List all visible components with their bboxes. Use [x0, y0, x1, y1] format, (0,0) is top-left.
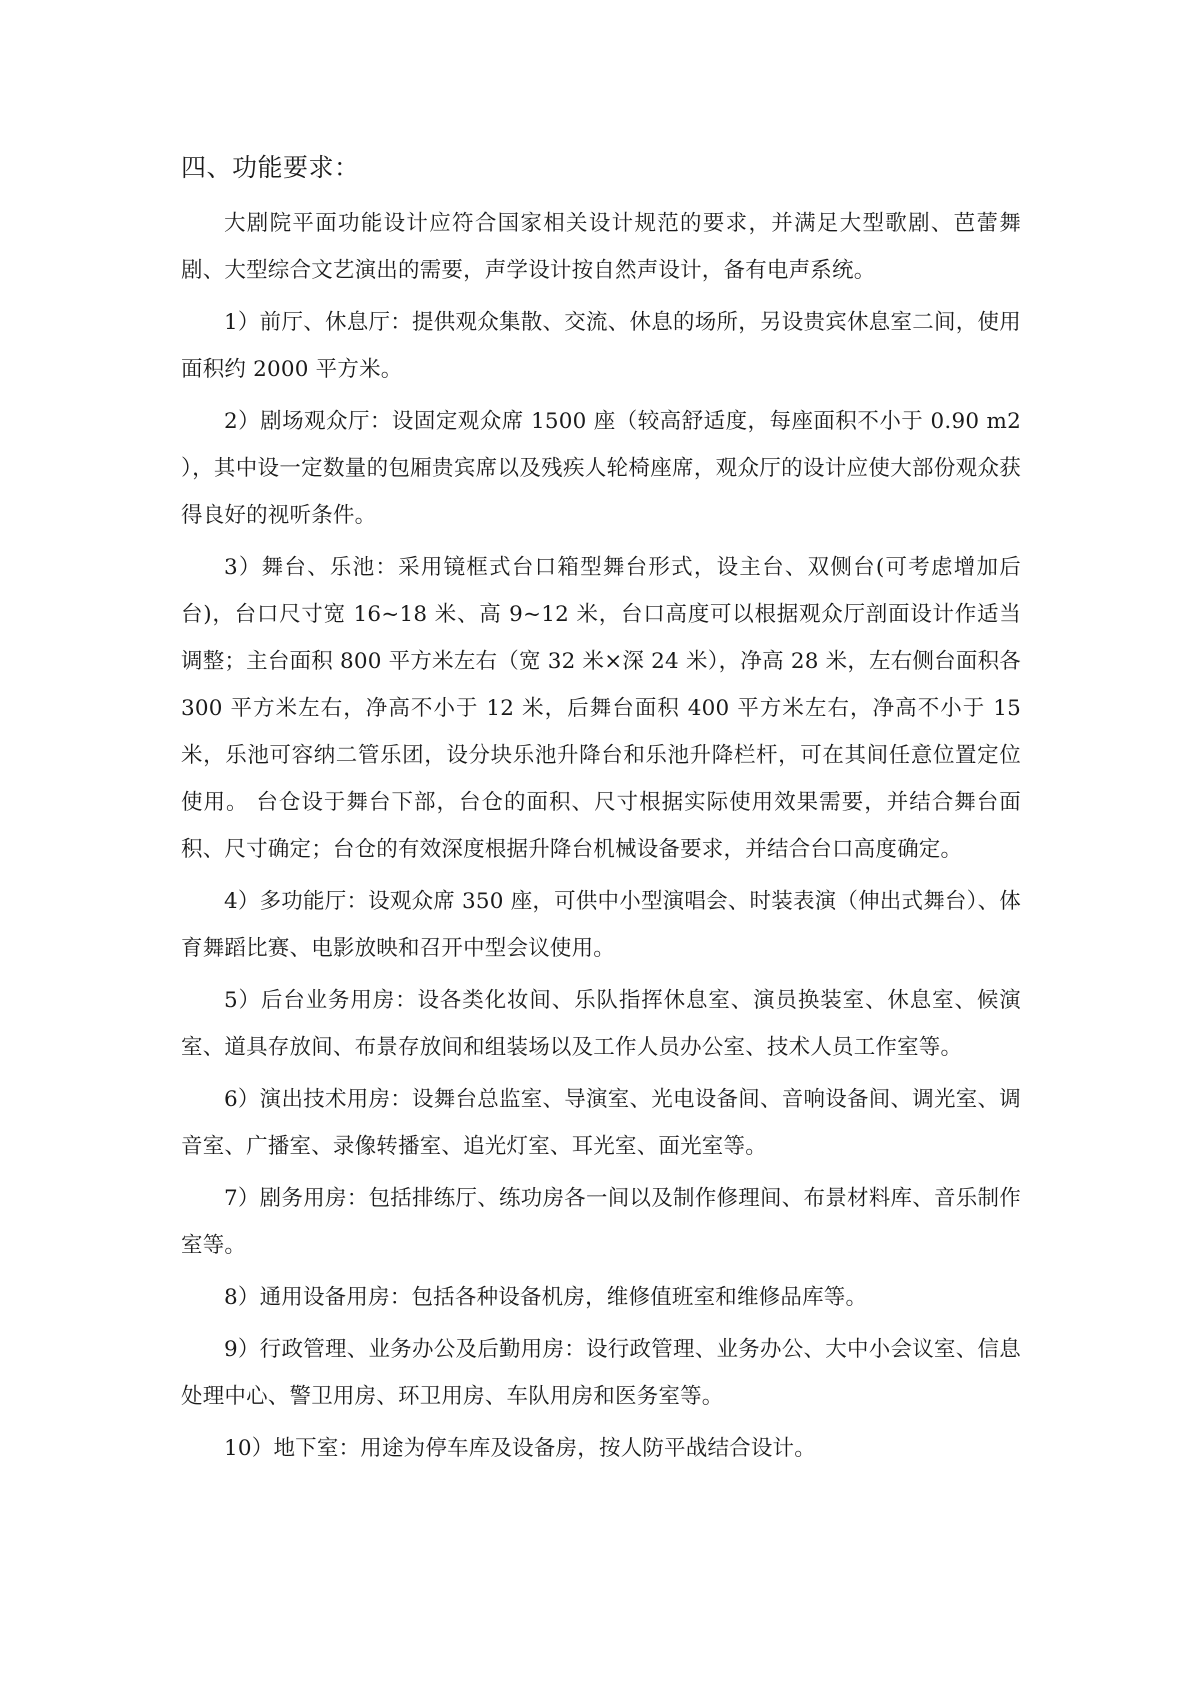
item-multifunction-hall: 4）多功能厅：设观众席 350 座，可供中小型演唱会、时装表演（伸出式舞台）、体育舞蹈比赛、电影放映和召开中型会议使用。 [181, 889, 1021, 961]
document-body [181, 148, 1021, 1477]
item-equipment-rooms: 8）通用设备用房：包括各种设备机房，维修值班室和维修品库等。 [224, 1285, 868, 1310]
item-basement: 10）地下室：用途为停车库及设备房，按人防平战结合设计。 [224, 1436, 816, 1461]
item-stage-orchestra-pit: 3）舞台、乐池：采用镜框式台口箱型舞台形式，设主台、双侧台(可考虑增加后台)，台口尺寸宽 16~18 米、高 9~12 米，台口高度可以根据观众厅剖面设计作适当调整；主台面积 800 平方米左右（宽 32 米×深 24 米），净高 28 米，左右侧台面积各 300 平方米左右，净高不小于 12 米，后舞台面积 400 平方米左右，净高不小于 15 米，乐池可容纳二管乐团，设分块乐池升降台和乐池升降栏杆，可在其间任意位置定位使用。 台仓设于舞台下部，台仓的面积、尺寸根据实际使用效果需要，并结合舞台面积、尺寸确定；台仓的有效深度根据升降台机械设备要求，并结合台口高度确定。 [181, 555, 1021, 862]
intro-paragraph: 大剧院平面功能设计应符合国家相关设计规范的要求，并满足大型歌剧、芭蕾舞剧、大型综合文艺演出的需要，声学设计按自然声设计，备有电声系统。 [181, 211, 1021, 283]
item-backstage-rooms: 5）后台业务用房：设各类化妆间、乐队指挥休息室、演员换装室、休息室、候演室、道具存放间、布景存放间和组装场以及工作人员办公室、技术人员工作室等。 [181, 988, 1021, 1060]
item-administration-rooms: 9）行政管理、业务办公及后勤用房：设行政管理、业务办公、大中小会议室、信息处理中心、警卫用房、环卫用房、车队用房和医务室等。 [181, 1337, 1021, 1409]
item-lobby: 1）前厅、休息厅：提供观众集散、交流、休息的场所，另设贵宾休息室二间，使用面积约 2000 平方米。 [181, 310, 1021, 382]
item-theatre-affairs-rooms: 7）剧务用房：包括排练厅、练功房各一间以及制作修理间、布景材料库、音乐制作室等。 [181, 1186, 1021, 1258]
section-heading: 四、功能要求： [181, 153, 360, 182]
item-technical-rooms: 6）演出技术用房：设舞台总监室、导演室、光电设备间、音响设备间、调光室、调音室、广播室、录像转播室、追光灯室、耳光室、面光室等。 [181, 1087, 1021, 1159]
item-auditorium: 2）剧场观众厅：设固定观众席 1500 座（较高舒适度，每座面积不小于 0.90 m2 ），其中设一定数量的包厢贵宾席以及残疾人轮椅座席，观众厅的设计应使大部份观众获得良好的视听条件。 [181, 409, 1021, 528]
